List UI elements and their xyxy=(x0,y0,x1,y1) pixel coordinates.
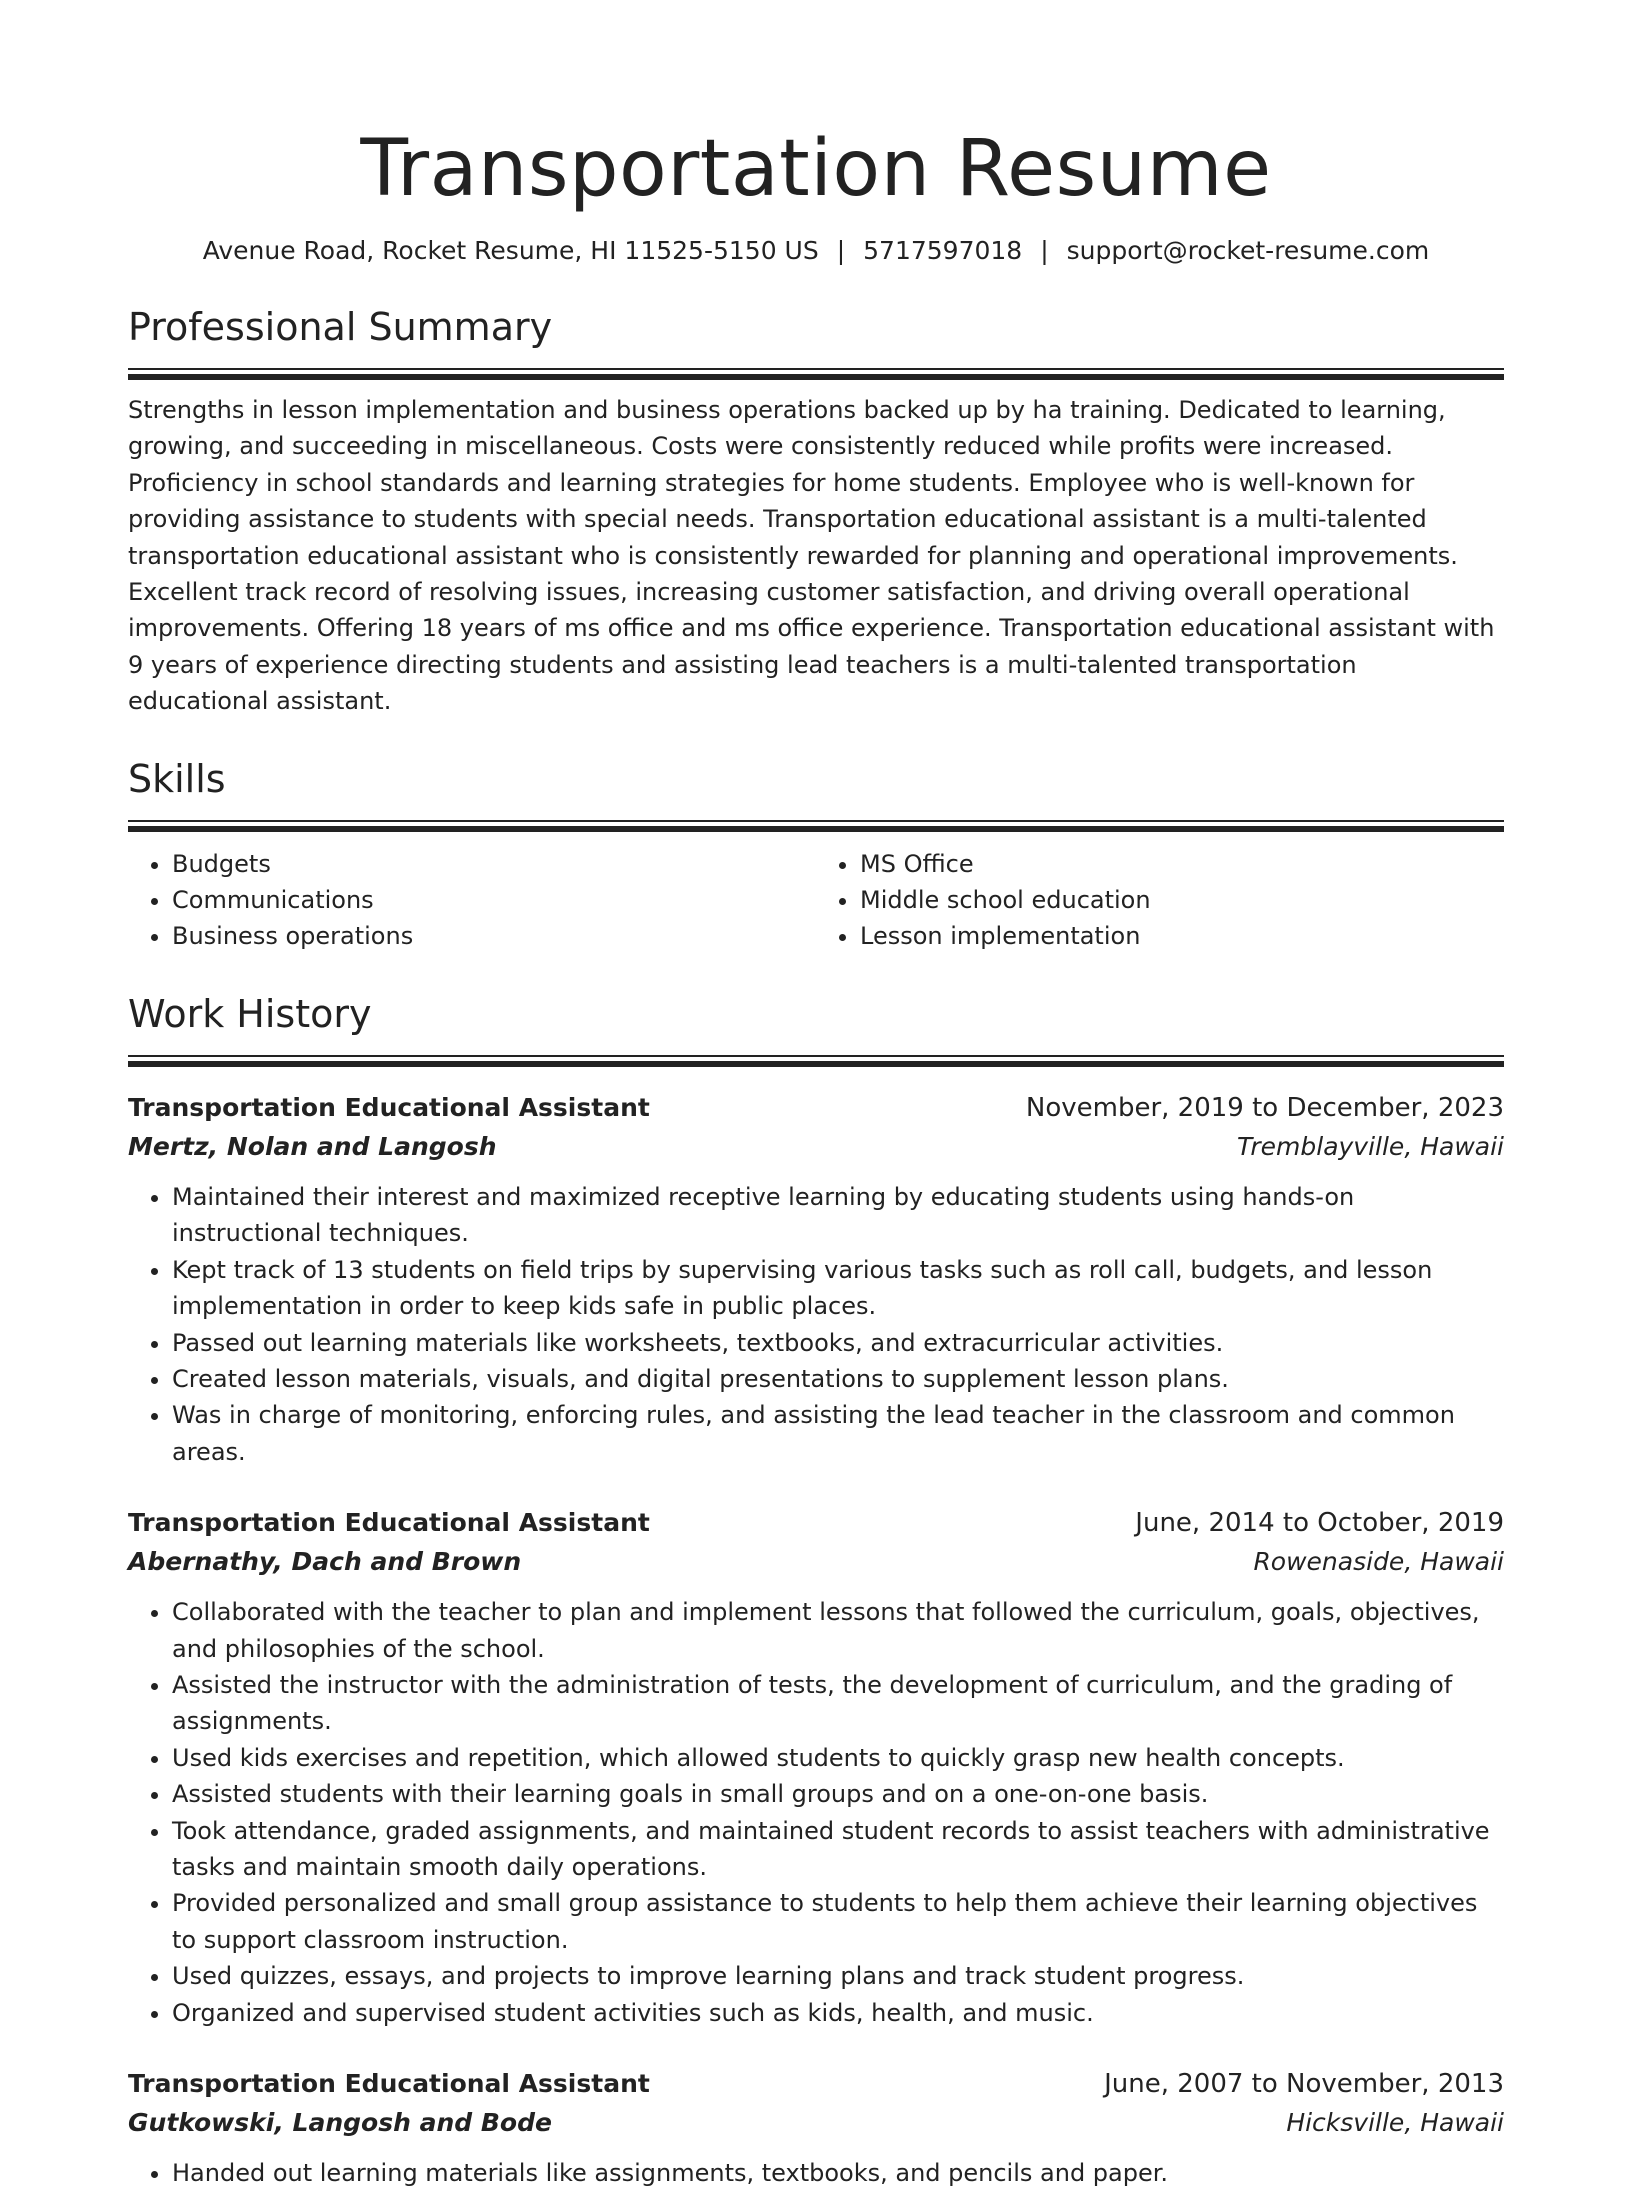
job-title: Transportation Educational Assistant xyxy=(128,2069,650,2098)
job-dates: November, 2019 to December, 2023 xyxy=(1025,1092,1504,1123)
job-location: Tremblayville, Hawaii xyxy=(1237,1131,1504,1161)
summary-text: Strengths in lesson implementation and business operations backed up by ha training. Dedicated to learning, growing, and succeeding in miscellaneous. Costs were consistently reduced while profits were increased. Proficiency in school standards and learning strategies for home students. Employee who is well-known for providing assistance to students with special needs. Transportation educational assistant is a multi-talented transportation educational assistant who is consistently rewarded for planning and operational improvements. Excellent track record of resolving issues, increasing customer satisfaction, and driving overall operational improvements. Offering 18 years of ms office and ms office experience. Transportation educational assistant with 9 years of experience directing students and assisting lead teachers is a multi-talented transportation educational assistant. xyxy=(128,396,1495,716)
job-title: Transportation Educational Assistant xyxy=(128,1508,650,1538)
section-heading: Work History xyxy=(128,991,372,1036)
skill-item: • Business operations xyxy=(172,918,816,954)
job-bullet: • Kept track of 13 students on field trips by supervising various tasks such as roll call, budgets, and lesson implementation in order to keep kids safe in public places. xyxy=(172,1252,1504,1325)
job-bullet: • Assisted the instructor with the administration of tests, the development of curriculum, and the grading of assignments. xyxy=(172,1667,1504,1740)
job-location: Hicksville, Hawaii xyxy=(1286,2108,1504,2137)
job-bullet: • Maintained their interest and maximized receptive learning by educating students using hands-on instructional techniques. xyxy=(172,1179,1504,1252)
job-entry xyxy=(128,1089,1504,1470)
work-history-section xyxy=(128,989,1504,2191)
section-divider xyxy=(128,820,1504,832)
job-bullet: • Provided personalized and small group assistance to students to help them achieve their learning objectives to support classroom instruction. xyxy=(172,1885,1504,1958)
skill-item: • Communications xyxy=(172,882,816,918)
job-bullets xyxy=(128,1179,1504,1470)
job-bullet: • Handed out learning materials like assignments, textbooks, and pencils and paper. xyxy=(172,2155,1504,2191)
section-heading: Skills xyxy=(128,756,226,801)
job-company: Mertz, Nolan and Langosh xyxy=(128,1131,497,1161)
professional-summary-section xyxy=(128,302,1504,720)
contact-line xyxy=(128,234,1504,268)
job-entry xyxy=(128,1504,1504,2031)
job-bullet: • Assisted students with their learning goals in small groups and on a one-on-one basis. xyxy=(172,1776,1504,1812)
job-bullets xyxy=(128,1594,1504,2031)
contact-separator: | xyxy=(836,236,846,265)
contact-email: support@rocket-resume.com xyxy=(1066,236,1430,265)
job-company: Gutkowski, Langosh and Bode xyxy=(128,2108,552,2137)
job-bullet: • Took attendance, graded assignments, and maintained student records to assist teachers with administrative tasks and maintain smooth daily operations. xyxy=(172,1813,1504,1886)
skills-column-left xyxy=(128,846,816,955)
job-entry xyxy=(128,2065,1504,2191)
section-heading: Professional Summary xyxy=(128,305,553,349)
skills-column-right xyxy=(816,846,1504,955)
job-bullet: • Collaborated with the teacher to plan and implement lessons that followed the curriculum, goals, objectives, and philosophies of the school. xyxy=(172,1594,1504,1667)
skill-item: • MS Office xyxy=(860,846,1504,882)
contact-address: Avenue Road, Rocket Resume, HI 11525-5150 US xyxy=(202,236,819,265)
job-title: Transportation Educational Assistant xyxy=(128,1092,650,1122)
skills-section xyxy=(128,754,1504,955)
job-bullets xyxy=(128,2155,1504,2191)
job-bullet: • Used quizzes, essays, and projects to improve learning plans and track student progress. xyxy=(172,1958,1504,1994)
skills-list xyxy=(128,846,1504,955)
section-divider xyxy=(128,1055,1504,1067)
section-divider xyxy=(128,368,1504,380)
skill-item: • Lesson implementation xyxy=(860,918,1504,954)
job-bullet: • Passed out learning materials like worksheets, textbooks, and extracurricular activities. xyxy=(172,1325,1504,1361)
contact-separator: | xyxy=(1040,236,1049,265)
contact-phone: 5717597018 xyxy=(863,236,1023,265)
skill-item: • Budgets xyxy=(172,846,816,882)
job-location: Rowenaside, Hawaii xyxy=(1253,1547,1504,1577)
job-bullet: • Used kids exercises and repetition, which allowed students to quickly grasp new health concepts. xyxy=(172,1740,1504,1776)
job-dates: June, 2007 to November, 2013 xyxy=(1104,2069,1504,2099)
skill-item: • Middle school education xyxy=(860,882,1504,918)
job-dates: June, 2014 to October, 2019 xyxy=(1135,1508,1504,1539)
job-bullet: • Created lesson materials, visuals, and digital presentations to supplement lesson plans. xyxy=(172,1361,1504,1397)
resume-title: Transportation Resume xyxy=(360,124,1272,214)
job-bullet: • Organized and supervised student activities such as kids, health, and music. xyxy=(172,1995,1504,2031)
job-bullet: • Was in charge of monitoring, enforcing rules, and assisting the lead teacher in the classroom and common areas. xyxy=(172,1397,1504,1470)
job-company: Abernathy, Dach and Brown xyxy=(128,1547,522,1577)
